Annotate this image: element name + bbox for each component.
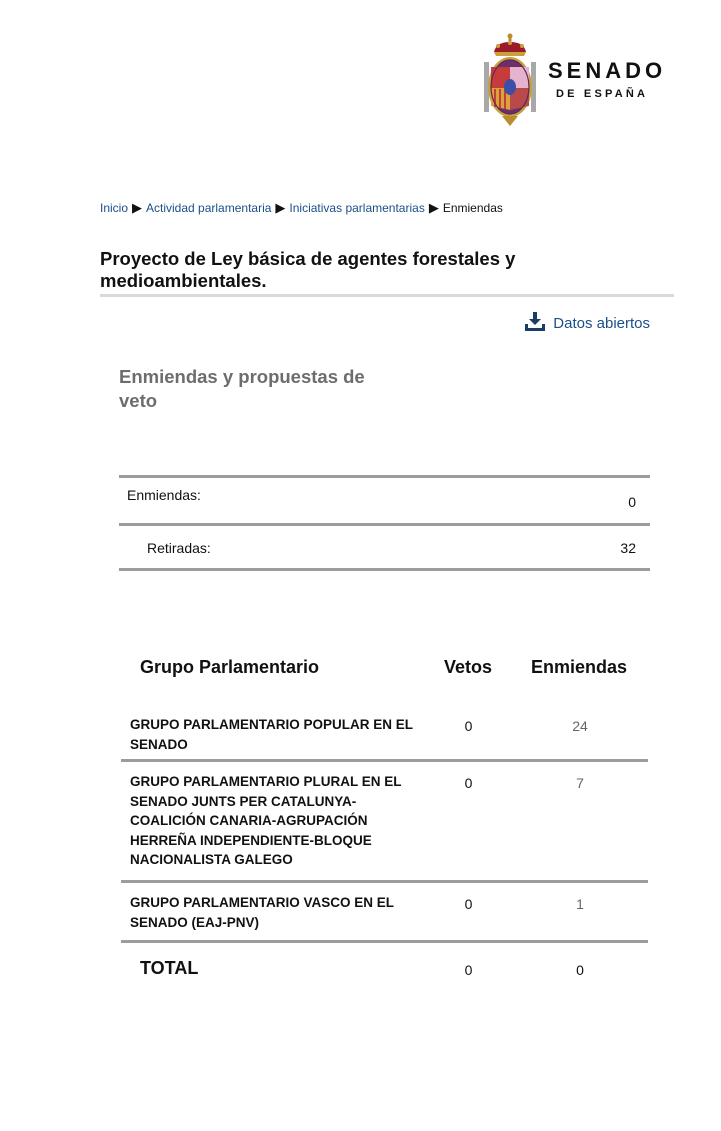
breadcrumb-inicio[interactable]: Inicio xyxy=(100,201,129,215)
table-row xyxy=(121,705,648,762)
group-enmiendas-link[interactable]: 7 xyxy=(576,775,584,791)
groups-table xyxy=(121,655,648,1003)
summary-enmiendas-label: Enmiendas: xyxy=(127,487,201,503)
summary-row-enmiendas xyxy=(119,475,650,523)
total-enmiendas: 0 xyxy=(576,962,584,978)
group-name: GRUPO PARLAMENTARIO POPULAR EN EL SENADO xyxy=(130,717,413,752)
total-row xyxy=(121,943,648,1003)
header-vetos: Vetos xyxy=(444,657,493,677)
groups-table-header xyxy=(121,655,648,705)
table-row xyxy=(121,883,648,943)
logo-subtitle: DE ESPAÑA xyxy=(556,88,649,100)
breadcrumb-separator: ▶ xyxy=(428,200,439,215)
coat-of-arms-icon xyxy=(482,32,538,128)
header-grupo-parlamentario: Grupo Parlamentario xyxy=(140,657,320,677)
section-title: Enmiendas y propuestas de veto xyxy=(119,366,365,411)
title-divider xyxy=(100,294,674,297)
group-enmiendas-link[interactable]: 24 xyxy=(572,718,588,734)
summary-retiradas-value: 32 xyxy=(620,540,636,556)
group-vetos: 0 xyxy=(464,718,473,734)
header-enmiendas: Enmiendas xyxy=(531,657,628,677)
summary-enmiendas-value: 0 xyxy=(628,494,636,510)
breadcrumb-iniciativas-parlamentarias[interactable]: Iniciativas parlamentarias xyxy=(289,201,425,215)
breadcrumb-current: Enmiendas xyxy=(442,201,503,215)
group-name: GRUPO PARLAMENTARIO VASCO EN EL SENADO (EAJ-PNV) xyxy=(130,895,394,930)
group-enmiendas-link[interactable]: 1 xyxy=(576,896,584,912)
total-vetos: 0 xyxy=(464,962,473,978)
group-vetos: 0 xyxy=(464,896,473,912)
logo-title: SENADO xyxy=(548,58,667,83)
breadcrumb-separator: ▶ xyxy=(275,200,286,215)
page-title: Proyecto de Ley básica de agentes forestales y medioambientales. xyxy=(100,248,516,291)
summary-row-retiradas xyxy=(119,523,650,571)
breadcrumb-actividad-parlamentaria[interactable]: Actividad parlamentaria xyxy=(146,201,272,215)
table-row xyxy=(121,762,648,883)
group-vetos: 0 xyxy=(464,775,473,791)
open-data-label: Datos abiertos xyxy=(553,315,650,332)
download-icon xyxy=(524,310,546,332)
group-name: GRUPO PARLAMENTARIO PLURAL EN EL SENADO JUNTS PER CATALUNYA-COALICIÓN CANARIA-AGRUPACIÓN HERREÑA INDEPENDIENTE-BLOQUE NACIONALISTA GALEGO xyxy=(130,774,402,867)
senado-logo[interactable] xyxy=(482,32,672,128)
open-data-link[interactable] xyxy=(524,310,650,332)
breadcrumb-separator: ▶ xyxy=(132,200,143,215)
total-label: TOTAL xyxy=(140,958,199,978)
breadcrumb xyxy=(100,200,503,216)
summary-retiradas-label: Retiradas: xyxy=(147,540,211,556)
amendments-summary xyxy=(119,475,650,571)
